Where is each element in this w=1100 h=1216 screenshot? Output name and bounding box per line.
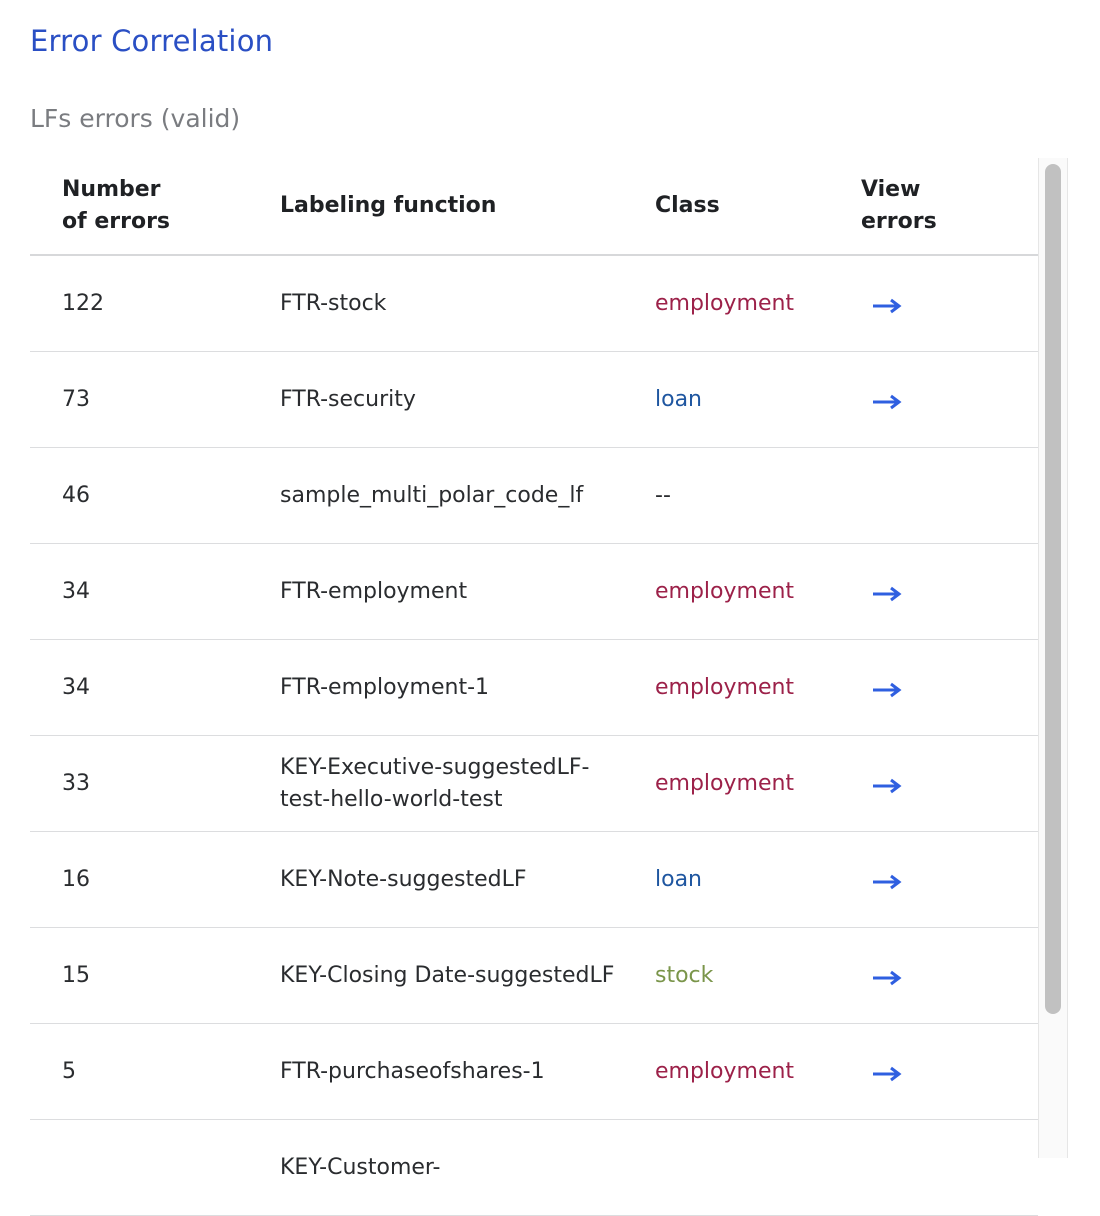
cell-view-errors	[861, 928, 1038, 1024]
scrollbar-thumb[interactable]	[1045, 164, 1061, 1014]
cell-number-of-errors: 16	[30, 832, 280, 928]
table-row	[30, 736, 1038, 832]
table-viewport[interactable]	[30, 158, 1068, 1180]
cell-class	[655, 1120, 861, 1216]
cell-class: employment	[655, 544, 861, 640]
cell-view-errors	[861, 255, 1038, 352]
cell-class: employment	[655, 640, 861, 736]
cell-labeling-function: FTR-stock	[280, 255, 655, 352]
header-labeling-function: Labeling function	[280, 158, 655, 255]
view-errors-button[interactable]	[871, 966, 903, 986]
cell-view-errors	[861, 736, 1038, 832]
cell-class: employment	[655, 255, 861, 352]
arrow-right-icon	[871, 296, 903, 316]
table-row	[30, 1024, 1038, 1120]
table-row	[30, 255, 1038, 352]
lf-errors-table	[30, 158, 1038, 1216]
table-body	[30, 255, 1038, 1216]
cell-class: stock	[655, 928, 861, 1024]
arrow-right-icon	[871, 392, 903, 412]
cell-class: employment	[655, 736, 861, 832]
header-view-errors	[861, 158, 1038, 255]
view-errors-button[interactable]	[871, 1062, 903, 1082]
view-errors-button[interactable]	[871, 774, 903, 794]
header-number-of-errors	[30, 158, 280, 255]
arrow-right-icon	[871, 584, 903, 604]
cell-labeling-function: FTR-employment-1	[280, 640, 655, 736]
table-row	[30, 1120, 1038, 1216]
table-row	[30, 928, 1038, 1024]
section-label: LFs errors (valid)	[30, 104, 241, 133]
cell-number-of-errors: 34	[30, 544, 280, 640]
table-row	[30, 352, 1038, 448]
cell-labeling-function: KEY-Note-suggestedLF	[280, 832, 655, 928]
view-errors-button[interactable]	[871, 582, 903, 602]
arrow-right-icon	[871, 1064, 903, 1084]
table-row	[30, 544, 1038, 640]
header-view-errors-label: View errors	[861, 177, 937, 234]
cell-view-errors	[861, 640, 1038, 736]
cell-class: --	[655, 448, 861, 544]
view-errors-button[interactable]	[871, 678, 903, 698]
cell-labeling-function: sample_multi_polar_code_lf	[280, 448, 655, 544]
cell-view-errors	[861, 448, 1038, 544]
view-errors-button[interactable]	[871, 390, 903, 410]
cell-labeling-function: KEY-Executive-suggestedLF-test-hello-world-test	[280, 736, 655, 832]
view-errors-button[interactable]	[871, 870, 903, 890]
page-title: Error Correlation	[30, 24, 274, 58]
cell-view-errors	[861, 352, 1038, 448]
lf-errors-table-container	[30, 158, 1038, 1216]
arrow-right-icon	[871, 968, 903, 988]
cell-labeling-function: KEY-Customer-	[280, 1120, 655, 1216]
table-row	[30, 448, 1038, 544]
cell-class: loan	[655, 352, 861, 448]
arrow-right-icon	[871, 776, 903, 796]
table-row	[30, 640, 1038, 736]
cell-labeling-function: FTR-employment	[280, 544, 655, 640]
vertical-scrollbar[interactable]	[1038, 158, 1068, 1158]
cell-labeling-function: FTR-purchaseofshares-1	[280, 1024, 655, 1120]
cell-view-errors	[861, 832, 1038, 928]
cell-view-errors	[861, 1120, 1038, 1216]
arrow-right-icon	[871, 872, 903, 892]
arrow-right-icon	[871, 680, 903, 700]
cell-labeling-function: FTR-security	[280, 352, 655, 448]
header-class: Class	[655, 158, 861, 255]
cell-class: loan	[655, 832, 861, 928]
table-header-row	[30, 158, 1038, 255]
view-errors-button[interactable]	[871, 294, 903, 314]
cell-number-of-errors: 73	[30, 352, 280, 448]
cell-number-of-errors: 46	[30, 448, 280, 544]
cell-number-of-errors: 34	[30, 640, 280, 736]
table-row	[30, 832, 1038, 928]
cell-number-of-errors: 5	[30, 1024, 280, 1120]
cell-number-of-errors: 33	[30, 736, 280, 832]
cell-number-of-errors: 15	[30, 928, 280, 1024]
cell-view-errors	[861, 1024, 1038, 1120]
cell-number-of-errors	[30, 1120, 280, 1216]
cell-view-errors	[861, 544, 1038, 640]
cell-number-of-errors: 122	[30, 255, 280, 352]
cell-class: employment	[655, 1024, 861, 1120]
header-number-of-errors-label: Number of errors	[62, 177, 171, 234]
cell-labeling-function: KEY-Closing Date-suggestedLF	[280, 928, 655, 1024]
